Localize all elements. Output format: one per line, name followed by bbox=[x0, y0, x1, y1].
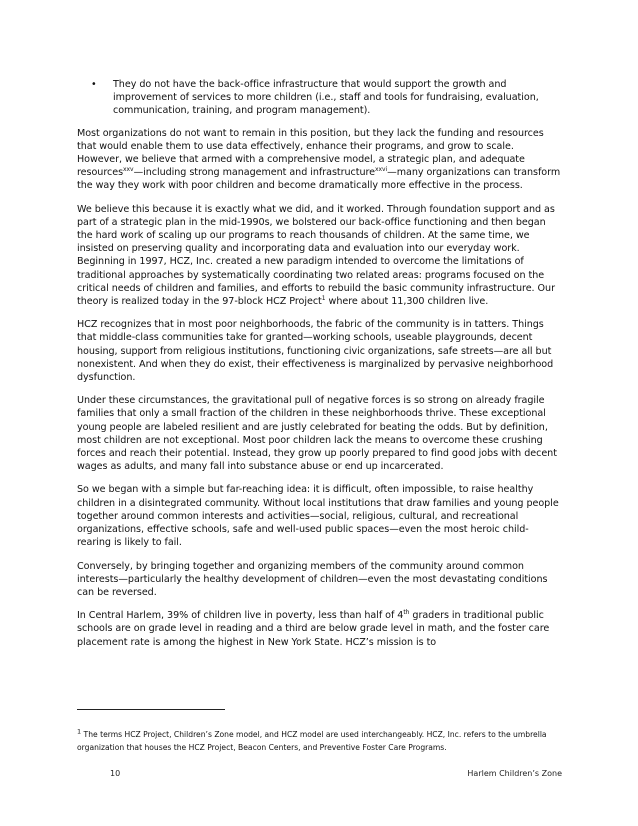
footnote-divider bbox=[77, 709, 225, 710]
paragraph-3: HCZ recognizes that in most poor neighborhoods, the fabric of the community is in tatters. Things that middle-class communities take for granted—working schools, useable playgrounds, decent housing, support from religious institutions, functioning civic organizations, safe streets—are all but nonexistent. And when they do exist, their effectiveness is marginalized by pervasive neighborhood dysfunction. bbox=[77, 319, 554, 384]
paragraph-7-text-a: In Central Harlem, 39% of children live in poverty, less than half of 4 bbox=[77, 610, 404, 622]
body-text bbox=[77, 78, 561, 659]
bullet-icon: • bbox=[91, 79, 97, 90]
paragraph-1-text-b: —including strong management and infrastructure bbox=[133, 167, 376, 179]
bullet-text: They do not have the back-office infrastructure that would support the growth and improvement of services to more children (i.e., staff and tools for fundraising, evaluation, communication, training, and program management). bbox=[113, 79, 539, 117]
footer-title: Harlem Children’s Zone bbox=[467, 769, 562, 778]
paragraph-7-text-b: graders in traditional public schools are on grade level in reading and a third are below grade level in math, and the foster care placement rate is among the highest in New York State. HCZ’s mission is to bbox=[77, 610, 550, 648]
paragraph-2-text-a: We believe this because it is exactly what we did, and it worked. Through foundation support and as part of a strategic plan in the mid-1990s, we bolstered our back-office functioning and then began the hard work of scaling up our programs to reach thousands of children. At the same time, we insisted on preserving quality and incorporating data and evaluation into our everyday work. Beginning in 1997, HCZ, Inc. created a new paradigm intended to overcome the limitations of traditional approaches by systematically coordinating two related areas: programs focused on the critical needs of children and families, and efforts to rebuild the basic community infrastructure. Our theory is realized today in the 97-block HCZ Project bbox=[77, 203, 555, 308]
ordinal-suffix: th bbox=[403, 608, 410, 616]
endnote-ref-xxvi[interactable]: xxvi bbox=[375, 166, 388, 174]
footnote-marker: 1 bbox=[77, 727, 82, 736]
paragraph-2 bbox=[77, 203, 561, 309]
footnote-ref-1[interactable]: 1 bbox=[321, 294, 326, 302]
paragraph-7 bbox=[77, 609, 561, 649]
endnote-ref-xxv[interactable]: xxv bbox=[123, 166, 134, 174]
paragraph-1 bbox=[77, 127, 561, 193]
paragraph-4: Under these circumstances, the gravitational pull of negative forces is so strong on already fragile families that only a small fraction of the children in these neighborhoods thrive. These exceptional young people are labeled resilient and are justly celebrated for beating the odds. But by definition, most children are not exceptional. Most poor children lack the means to overcome these crushing forces and reach their potential. Instead, they grow up poorly prepared to find good jobs with decent wages as adults, and many fall into substance abuse or end up incarcerated. bbox=[77, 395, 557, 473]
page-number: 10 bbox=[110, 769, 121, 778]
bullet-item bbox=[77, 78, 561, 118]
paragraph-1-text-a: Most organizations do not want to remain in this position, but they lack the funding and resources that would enable them to use data effectively, enhance their programs, and grow to scale. However, we believe that armed with a comprehensive model, a strategic plan, and adequate resources bbox=[77, 127, 544, 179]
paragraph-1-text-c: —many organizations can transform the way they work with poor children and become dramatically more effective in the process. bbox=[77, 167, 561, 192]
paragraph-6: Conversely, by bringing together and organizing members of the community around common interests—particularly the healthy development of children—even the most devastating conditions can be reversed. bbox=[77, 560, 548, 598]
footnote bbox=[77, 728, 563, 754]
paragraph-2-text-b: where about 11,300 children live. bbox=[325, 296, 489, 308]
paragraph-5: So we began with a simple but far-reaching idea: it is difficult, often impossible, to raise healthy children in a disintegrated community. Without local institutions that draw families and young people together around common interests and activities—social, religious, cultural, and recreational organizations, effective schools, safe and well-used public spaces—even the most heroic child-rearing is likely to fail. bbox=[77, 484, 559, 549]
footnote-text: The terms HCZ Project, Children’s Zone model, and HCZ model are used interchangeably. HCZ, Inc. refers to the umbrella organization that houses the HCZ Project, Beacon Centers, and Preventive Foster Care Programs. bbox=[77, 730, 547, 752]
